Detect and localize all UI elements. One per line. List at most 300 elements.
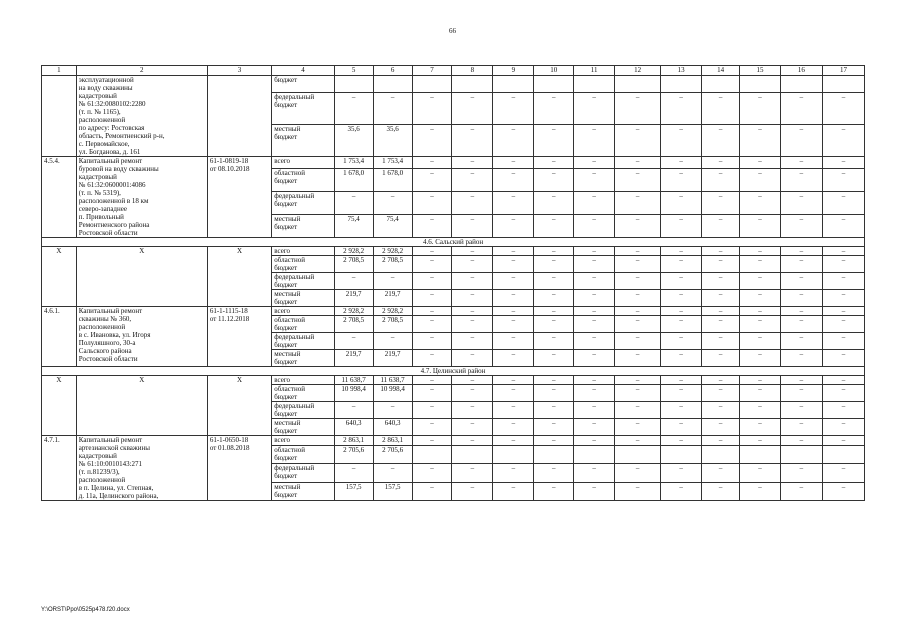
amount-cell: 10 998,4 [334, 385, 373, 402]
column-header: 17 [822, 66, 864, 76]
amount-cell: – [822, 215, 864, 238]
object-name: Капитальный ремонт скважины № 360, расположенной в с. Ивановка, ул. Игоря Полуляшного, 30-а Сальского района Ростовской области [76, 307, 207, 367]
amount-cell: – [780, 92, 822, 124]
amount-cell: – [574, 436, 615, 446]
amount-cell [493, 445, 534, 463]
budget-table [41, 65, 865, 501]
amount-cell: – [574, 464, 615, 482]
amount-cell: – [740, 215, 781, 238]
amount-cell: – [702, 247, 740, 256]
amount-cell: – [740, 307, 781, 316]
table-row [42, 247, 865, 256]
amount-cell: – [740, 92, 781, 124]
amount-cell: – [822, 247, 864, 256]
table-row [42, 376, 865, 385]
row-number: Х [42, 376, 77, 436]
amount-cell: – [452, 124, 493, 156]
column-header: 12 [615, 66, 661, 76]
column-header: 1 [42, 66, 77, 76]
amount-cell: – [615, 316, 661, 333]
amount-cell: 219,7 [373, 350, 412, 367]
amount-cell: – [373, 92, 412, 124]
amount-cell: – [493, 402, 534, 419]
amount-cell: – [661, 316, 702, 333]
amount-cell: – [493, 157, 534, 169]
amount-cell: – [740, 256, 781, 273]
amount-cell: – [412, 307, 452, 316]
amount-cell: – [493, 333, 534, 350]
amount-cell: 35,6 [334, 124, 373, 156]
amount-cell: 10 998,4 [373, 385, 412, 402]
amount-cell: – [574, 333, 615, 350]
amount-cell: – [822, 464, 864, 482]
amount-cell: – [534, 192, 574, 215]
amount-cell: – [452, 350, 493, 367]
amount-cell: 219,7 [334, 350, 373, 367]
amount-cell: – [780, 419, 822, 436]
amount-cell: 219,7 [334, 290, 373, 307]
amount-cell: – [493, 124, 534, 156]
amount-cell: – [615, 92, 661, 124]
amount-cell: – [412, 333, 452, 350]
amount-cell: – [702, 256, 740, 273]
amount-cell [412, 76, 452, 93]
amount-cell: – [574, 316, 615, 333]
amount-cell: – [412, 92, 452, 124]
budget-label: местный бюджет [272, 290, 334, 307]
registry-code: Х [207, 247, 271, 307]
amount-cell [702, 76, 740, 93]
budget-label: областной бюджет [272, 445, 334, 463]
amount-cell: – [702, 316, 740, 333]
column-header-row [42, 66, 865, 76]
amount-cell: – [534, 419, 574, 436]
amount-cell: – [452, 316, 493, 333]
amount-cell: 1 753,4 [334, 157, 373, 169]
amount-cell: – [780, 385, 822, 402]
column-header: 8 [452, 66, 493, 76]
amount-cell [702, 445, 740, 463]
amount-cell: – [412, 157, 452, 169]
amount-cell: – [534, 436, 574, 446]
amount-cell: 2 863,1 [334, 436, 373, 446]
amount-cell: – [740, 316, 781, 333]
amount-cell: – [702, 436, 740, 446]
amount-cell: – [452, 385, 493, 402]
amount-cell: – [822, 419, 864, 436]
budget-label: областной бюджет [272, 316, 334, 333]
amount-cell: – [615, 307, 661, 316]
amount-cell: – [740, 169, 781, 192]
amount-cell: – [574, 307, 615, 316]
amount-cell: – [452, 419, 493, 436]
amount-cell: – [702, 92, 740, 124]
amount-cell: – [373, 464, 412, 482]
budget-label: федеральный бюджет [272, 92, 334, 124]
amount-cell: – [702, 385, 740, 402]
amount-cell: 2 708,5 [373, 316, 412, 333]
amount-cell: – [615, 215, 661, 238]
amount-cell: – [452, 464, 493, 482]
amount-cell: – [780, 316, 822, 333]
amount-cell: – [702, 157, 740, 169]
amount-cell: – [534, 256, 574, 273]
amount-cell: – [780, 215, 822, 238]
amount-cell: – [780, 482, 822, 500]
amount-cell: – [412, 464, 452, 482]
amount-cell: – [740, 402, 781, 419]
column-header: 2 [76, 66, 207, 76]
amount-cell: 640,3 [373, 419, 412, 436]
amount-cell [740, 445, 781, 463]
amount-cell: – [822, 350, 864, 367]
table-row [42, 436, 865, 446]
amount-cell: – [661, 124, 702, 156]
amount-cell: – [534, 169, 574, 192]
amount-cell: – [661, 350, 702, 367]
amount-cell: – [574, 124, 615, 156]
amount-cell: – [574, 215, 615, 238]
file-path-footer: Y:\ORST\Ppo\0525p478.f20.docx [41, 607, 130, 613]
amount-cell [334, 76, 373, 93]
amount-cell: – [574, 92, 615, 124]
section-title: 4.7. Целинский район [42, 367, 865, 376]
amount-cell: 1 753,4 [373, 157, 412, 169]
amount-cell: – [702, 333, 740, 350]
amount-cell: – [412, 402, 452, 419]
registry-code: 61-1-1115-18 от 11.12.2018 [207, 307, 271, 367]
amount-cell: 2 863,1 [373, 436, 412, 446]
amount-cell: – [493, 350, 534, 367]
amount-cell [452, 76, 493, 93]
amount-cell: – [661, 333, 702, 350]
amount-cell [534, 445, 574, 463]
amount-cell: – [412, 350, 452, 367]
budget-label: местный бюджет [272, 419, 334, 436]
column-header: 15 [740, 66, 781, 76]
amount-cell: 2 705,6 [334, 445, 373, 463]
amount-cell: 2 928,2 [373, 307, 412, 316]
registry-code [207, 76, 271, 157]
amount-cell: – [493, 316, 534, 333]
amount-cell [740, 76, 781, 93]
amount-cell: – [574, 419, 615, 436]
amount-cell: – [574, 157, 615, 169]
budget-label: местный бюджет [272, 124, 334, 156]
amount-cell: – [452, 402, 493, 419]
amount-cell [615, 76, 661, 93]
amount-cell: – [780, 333, 822, 350]
amount-cell: – [702, 402, 740, 419]
budget-label: всего [272, 247, 334, 256]
amount-cell [615, 445, 661, 463]
column-header: 16 [780, 66, 822, 76]
amount-cell: – [822, 290, 864, 307]
amount-cell: – [740, 333, 781, 350]
amount-cell [574, 76, 615, 93]
amount-cell: – [574, 169, 615, 192]
amount-cell: – [574, 256, 615, 273]
amount-cell: – [493, 215, 534, 238]
column-header: 5 [334, 66, 373, 76]
amount-cell: – [493, 247, 534, 256]
amount-cell: – [334, 402, 373, 419]
amount-cell: – [740, 192, 781, 215]
amount-cell: – [452, 273, 493, 290]
amount-cell: – [534, 290, 574, 307]
amount-cell: – [412, 290, 452, 307]
amount-cell: – [615, 376, 661, 385]
amount-cell: – [702, 215, 740, 238]
amount-cell: – [661, 482, 702, 500]
amount-cell: – [493, 256, 534, 273]
amount-cell: 2 708,5 [373, 256, 412, 273]
amount-cell: – [822, 192, 864, 215]
column-header: 14 [702, 66, 740, 76]
amount-cell: – [661, 215, 702, 238]
amount-cell: – [615, 157, 661, 169]
amount-cell: – [822, 273, 864, 290]
column-header: 7 [412, 66, 452, 76]
amount-cell: – [334, 333, 373, 350]
amount-cell: 2 708,5 [334, 316, 373, 333]
amount-cell: – [412, 273, 452, 290]
amount-cell: 2 708,5 [334, 256, 373, 273]
amount-cell: – [574, 247, 615, 256]
amount-cell: – [615, 402, 661, 419]
amount-cell: – [412, 256, 452, 273]
amount-cell: – [780, 247, 822, 256]
amount-cell: – [822, 316, 864, 333]
amount-cell: – [412, 247, 452, 256]
amount-cell: – [615, 436, 661, 446]
amount-cell: 2 928,2 [373, 247, 412, 256]
amount-cell: – [702, 192, 740, 215]
amount-cell: – [822, 402, 864, 419]
amount-cell: – [452, 157, 493, 169]
amount-cell: – [615, 385, 661, 402]
amount-cell [822, 76, 864, 93]
amount-cell: – [822, 376, 864, 385]
amount-cell: 1 678,0 [334, 169, 373, 192]
amount-cell: – [740, 124, 781, 156]
amount-cell [780, 76, 822, 93]
amount-cell [493, 76, 534, 93]
amount-cell: – [334, 92, 373, 124]
amount-cell: – [493, 385, 534, 402]
amount-cell: – [452, 436, 493, 446]
amount-cell: – [702, 273, 740, 290]
amount-cell: 157,5 [373, 482, 412, 500]
amount-cell: – [661, 247, 702, 256]
amount-cell: – [615, 464, 661, 482]
amount-cell: – [702, 307, 740, 316]
page-number: 66 [449, 27, 456, 35]
budget-label: федеральный бюджет [272, 273, 334, 290]
amount-cell: – [493, 482, 534, 500]
amount-cell: – [412, 215, 452, 238]
table-row [42, 157, 865, 169]
object-name: Капитальный ремонт артезианской скважины кадастровый № 61:10:0010143:271 (т. п.81239/3), расположенной в п. Целина, ул. Степная, д. 11а, Целинского района, [76, 436, 207, 501]
amount-cell: – [534, 464, 574, 482]
amount-cell: – [780, 290, 822, 307]
amount-cell: – [615, 333, 661, 350]
amount-cell: – [615, 256, 661, 273]
amount-cell: – [822, 385, 864, 402]
budget-label: бюджет [272, 76, 334, 93]
amount-cell [661, 445, 702, 463]
column-header: 9 [493, 66, 534, 76]
amount-cell: – [780, 376, 822, 385]
amount-cell: – [534, 215, 574, 238]
amount-cell: – [702, 350, 740, 367]
amount-cell: – [702, 376, 740, 385]
amount-cell: – [334, 192, 373, 215]
amount-cell: – [412, 316, 452, 333]
amount-cell: – [534, 307, 574, 316]
amount-cell: – [452, 247, 493, 256]
row-number: 4.5.4. [42, 157, 77, 238]
amount-cell: – [534, 92, 574, 124]
amount-cell: – [493, 307, 534, 316]
amount-cell: – [412, 376, 452, 385]
object-name: Капитальный ремонт буровой на воду скважины кадастровый № 61:32:0600001:4086 (т. п. № 5319), расположенной в 18 км северо-западнее п. Привольный Ремонтненского района Ростовской области [76, 157, 207, 238]
registry-code: Х [207, 376, 271, 436]
budget-label: областной бюджет [272, 256, 334, 273]
amount-cell [373, 76, 412, 93]
amount-cell: – [493, 376, 534, 385]
amount-cell: 11 638,7 [334, 376, 373, 385]
budget-label: местный бюджет [272, 215, 334, 238]
amount-cell: – [452, 482, 493, 500]
row-number [42, 76, 77, 157]
amount-cell: – [822, 256, 864, 273]
budget-label: федеральный бюджет [272, 402, 334, 419]
object-name: Х [76, 376, 207, 436]
amount-cell: – [615, 350, 661, 367]
amount-cell: – [661, 92, 702, 124]
row-number: Х [42, 247, 77, 307]
amount-cell: – [661, 464, 702, 482]
budget-label: областной бюджет [272, 385, 334, 402]
amount-cell: – [822, 169, 864, 192]
amount-cell: – [334, 273, 373, 290]
amount-cell: – [702, 464, 740, 482]
amount-cell: 219,7 [373, 290, 412, 307]
amount-cell: 1 678,0 [373, 169, 412, 192]
object-name: эксплуатационной на воду скважины кадастровый № 61:32:0080102:2280 (т. п. № 1165), расположенной по адресу: Ростовская область, Ремонтненский р-н, с. Первомайское, ул. Богданова, д. 161 [76, 76, 207, 157]
amount-cell: – [412, 436, 452, 446]
amount-cell: – [740, 350, 781, 367]
amount-cell: – [740, 436, 781, 446]
registry-code: 61-1-0819-18 от 08.10.2018 [207, 157, 271, 238]
amount-cell: – [574, 273, 615, 290]
amount-cell: – [373, 192, 412, 215]
budget-label: областной бюджет [272, 169, 334, 192]
column-header: 4 [272, 66, 334, 76]
amount-cell: – [452, 192, 493, 215]
amount-cell: – [373, 402, 412, 419]
amount-cell: – [740, 247, 781, 256]
amount-cell: – [740, 290, 781, 307]
amount-cell: – [780, 256, 822, 273]
column-header: 3 [207, 66, 271, 76]
amount-cell: – [740, 419, 781, 436]
amount-cell: – [493, 192, 534, 215]
section-row [42, 367, 865, 376]
amount-cell: – [452, 256, 493, 273]
amount-cell: – [534, 273, 574, 290]
registry-code: 61-1-0650-18 от 01.08.2018 [207, 436, 271, 501]
amount-cell: – [534, 316, 574, 333]
amount-cell: – [452, 215, 493, 238]
amount-cell: – [740, 273, 781, 290]
amount-cell: – [740, 482, 781, 500]
amount-cell: – [493, 169, 534, 192]
amount-cell [452, 445, 493, 463]
amount-cell: – [780, 350, 822, 367]
amount-cell: – [780, 436, 822, 446]
amount-cell: – [661, 419, 702, 436]
amount-cell: 11 638,7 [373, 376, 412, 385]
amount-cell: 75,4 [373, 215, 412, 238]
amount-cell: – [493, 464, 534, 482]
amount-cell: – [373, 333, 412, 350]
amount-cell: – [574, 290, 615, 307]
amount-cell: – [822, 482, 864, 500]
section-title: 4.6. Сальский район [42, 238, 865, 247]
amount-cell: – [822, 124, 864, 156]
amount-cell: – [822, 333, 864, 350]
amount-cell: – [661, 376, 702, 385]
amount-cell: – [780, 464, 822, 482]
amount-cell: – [615, 273, 661, 290]
column-header: 10 [534, 66, 574, 76]
amount-cell: – [615, 290, 661, 307]
amount-cell: – [412, 192, 452, 215]
table-body [42, 76, 865, 501]
amount-cell: – [452, 169, 493, 192]
amount-cell: – [412, 419, 452, 436]
amount-cell: – [373, 273, 412, 290]
amount-cell: 2 928,2 [334, 247, 373, 256]
budget-label: всего [272, 436, 334, 446]
amount-cell: – [661, 256, 702, 273]
amount-cell: – [661, 436, 702, 446]
amount-cell: – [661, 385, 702, 402]
amount-cell [534, 76, 574, 93]
amount-cell: – [822, 307, 864, 316]
amount-cell: 75,4 [334, 215, 373, 238]
amount-cell: – [534, 333, 574, 350]
amount-cell: 2 705,6 [373, 445, 412, 463]
row-number: 4.7.1. [42, 436, 77, 501]
amount-cell: – [780, 273, 822, 290]
amount-cell: – [574, 482, 615, 500]
amount-cell: – [412, 124, 452, 156]
amount-cell: – [534, 482, 574, 500]
amount-cell: – [452, 307, 493, 316]
amount-cell: – [702, 419, 740, 436]
amount-cell: – [661, 169, 702, 192]
amount-cell: – [661, 273, 702, 290]
amount-cell: – [661, 307, 702, 316]
amount-cell: – [412, 385, 452, 402]
amount-cell: – [412, 482, 452, 500]
amount-cell: – [334, 464, 373, 482]
amount-cell: – [534, 157, 574, 169]
amount-cell: – [452, 376, 493, 385]
